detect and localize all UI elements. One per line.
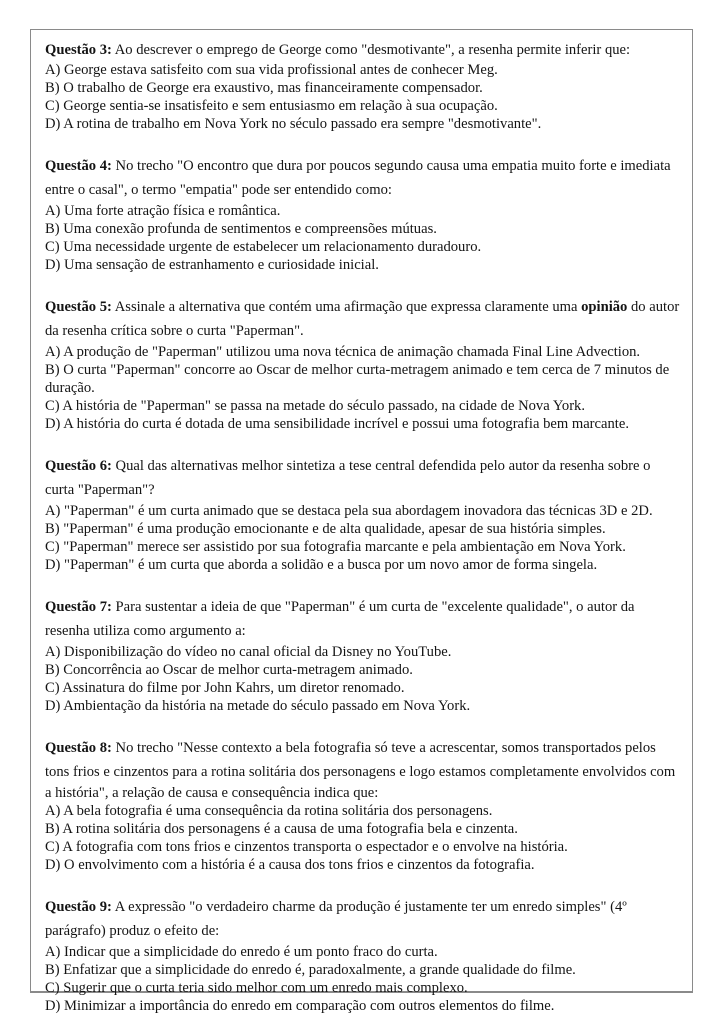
option-c: C) A história de "Paperman" se passa na metade do século passado, na cidade de Nova York.: [45, 398, 585, 414]
questions-list: [45, 39, 685, 1036]
option-b: B) O curta "Paperman" concorre ao Oscar de melhor curta-metragem animado e tem cerca de 7 minutos de: [45, 362, 670, 378]
question-stem-line: curta "Paperman"?: [45, 482, 155, 498]
stem-text: Para sustentar a ideia de que "Paperman" é um curta de "excelente qualidade", o autor da: [111, 599, 635, 615]
stem-text: No trecho "O encontro que dura por poucos segundo causa uma empatia muito forte e imediata: [111, 158, 671, 174]
stem-text: Assinale a alternativa que contém uma afirmação que expressa claramente uma: [111, 299, 582, 315]
question-stem: [45, 736, 685, 760]
stem-text: No trecho "Nesse contexto a bela fotografia só teve a acrescentar, somos transportados pelos: [111, 740, 656, 756]
option-b: B) Concorrência ao Oscar de melhor curta-metragem animado.: [45, 662, 413, 678]
option-c: C) Sugerir que o curta teria sido melhor com um enredo mais complexo.: [45, 980, 468, 996]
question-stem-line: tons frios e cinzentos para a rotina solitária dos personagens e logo estamos completamente envolvidos com: [45, 764, 676, 780]
option-b: B) "Paperman" é uma produção emocionante e de alta qualidade, apesar de sua história simples.: [45, 521, 606, 537]
option-d: D) "Paperman" é um curta que aborda a solidão e a busca por um novo amor de forma singela.: [45, 557, 598, 573]
option-c: C) George sentia-se insatisfeito e sem entusiasmo em relação à sua ocupação.: [45, 98, 498, 114]
question-stem-line: a história", a relação de causa e consequência indica que:: [45, 785, 379, 801]
stem-text: Ao descrever o emprego de George como "desmotivante", a resenha permite inferir que:: [111, 42, 631, 58]
option-c: C) Assinatura do filme por John Kahrs, um diretor renomado.: [45, 680, 405, 696]
option-b: B) Enfatizar que a simplicidade do enredo é, paradoxalmente, a grande qualidade do filme.: [45, 962, 576, 978]
question-label: Questão 8:: [45, 740, 112, 756]
question-stem: [45, 154, 685, 178]
question-3: [45, 39, 685, 133]
question-stem: [45, 295, 685, 319]
question-label: Questão 3:: [45, 42, 112, 58]
question-sheet: [30, 29, 693, 1014]
question-stem-line: entre o casal", o termo "empatia" pode ser entendido como:: [45, 182, 392, 198]
option-d: D) A história do curta é dotada de uma sensibilidade incrível e possui uma fotografia bem marcante.: [45, 416, 629, 432]
question-stem-line: da resenha crítica sobre o curta "Paperman".: [45, 323, 304, 339]
question-9: [45, 895, 685, 1015]
question-5: [45, 295, 685, 433]
question-stem-line: resenha utiliza como argumento a:: [45, 623, 246, 639]
emphasis-opiniao: opinião: [581, 299, 628, 315]
question-stem: [45, 595, 685, 619]
option-d: D) Uma sensação de estranhamento e curiosidade inicial.: [45, 257, 379, 273]
option-c: C) Uma necessidade urgente de estabelecer um relacionamento duradouro.: [45, 239, 482, 255]
option-a: A) Disponibilização do vídeo no canal oficial da Disney no YouTube.: [45, 644, 452, 660]
stem-text: Qual das alternativas melhor sintetiza a tese central defendida pelo autor da resenha sobre o: [111, 458, 651, 474]
option-d: D) Minimizar a importância do enredo em comparação com outros elementos do filme.: [45, 998, 555, 1014]
question-label: Questão 4:: [45, 158, 112, 174]
option-a: A) A produção de "Paperman" utilizou uma nova técnica de animação chamada Final Line Advection.: [45, 344, 641, 360]
question-stem: [45, 895, 685, 919]
option-b: B) O trabalho de George era exaustivo, mas financeiramente compensador.: [45, 80, 483, 96]
option-a: A) "Paperman" é um curta animado que se destaca pela sua abordagem inovadora das técnicas 3D e 2D.: [45, 503, 653, 519]
option-b: B) A rotina solitária dos personagens é a causa de uma fotografia bela e cinzenta.: [45, 821, 518, 837]
option-a: A) A bela fotografia é uma consequência da rotina solitária dos personagens.: [45, 803, 493, 819]
question-stem: [45, 454, 685, 478]
question-label: Questão 5:: [45, 299, 112, 315]
option-b-continued: duração.: [45, 380, 95, 396]
question-stem: [45, 39, 685, 61]
option-c: C) A fotografia com tons frios e cinzentos transporta o espectador e o envolve na história.: [45, 839, 568, 855]
question-4: [45, 154, 685, 274]
option-c: C) "Paperman" merece ser assistido por sua fotografia marcante e pela ambientação em Nova York.: [45, 539, 626, 555]
stem-text-end: do autor: [627, 299, 680, 315]
question-8: [45, 736, 685, 874]
option-a: A) Indicar que a simplicidade do enredo é um ponto fraco do curta.: [45, 944, 438, 960]
option-b: B) Uma conexão profunda de sentimentos e compreensões mútuas.: [45, 221, 437, 237]
option-d: D) O envolvimento com a história é a causa dos tons frios e cinzentos da fotografia.: [45, 857, 535, 873]
option-a: A) George estava satisfeito com sua vida profissional antes de conhecer Meg.: [45, 62, 498, 78]
stem-text: A expressão "o verdadeiro charme da produção é justamente ter um enredo simples" (4º: [111, 899, 627, 915]
option-a: A) Uma forte atração física e romântica.: [45, 203, 281, 219]
option-d: D) Ambientação da história na metade do século passado em Nova York.: [45, 698, 471, 714]
question-label: Questão 9:: [45, 899, 112, 915]
question-6: [45, 454, 685, 574]
question-7: [45, 595, 685, 715]
question-label: Questão 6:: [45, 458, 112, 474]
question-label: Questão 7:: [45, 599, 112, 615]
option-d: D) A rotina de trabalho em Nova York no século passado era sempre "desmotivante".: [45, 116, 542, 132]
question-stem-line: parágrafo) produz o efeito de:: [45, 923, 220, 939]
